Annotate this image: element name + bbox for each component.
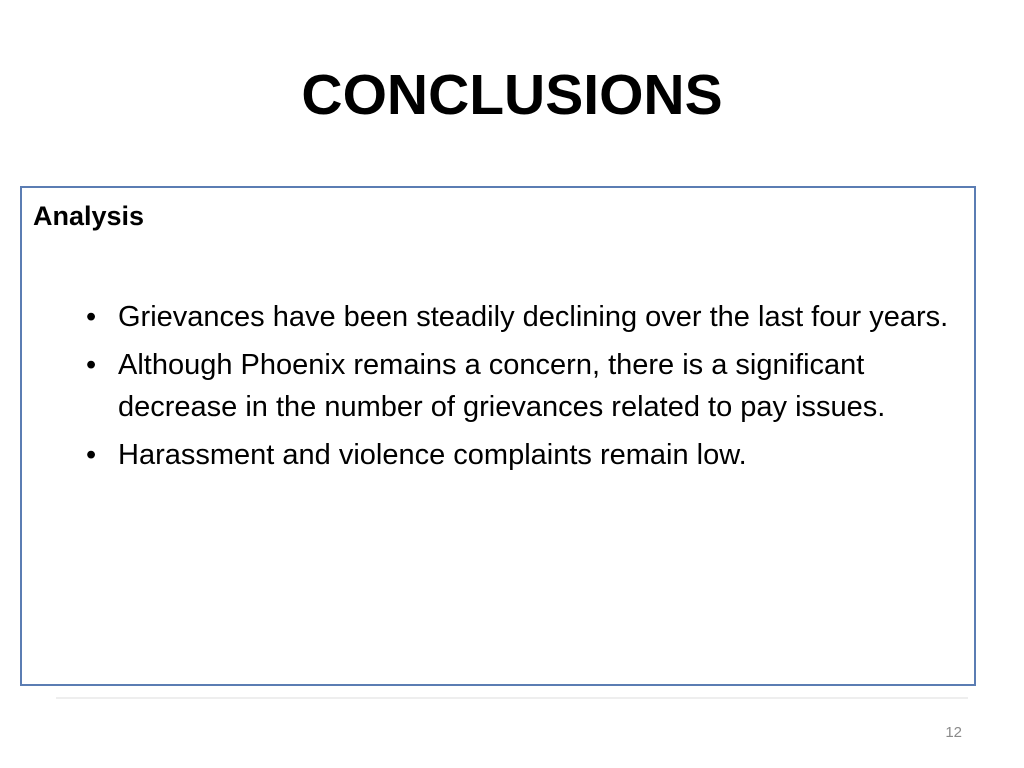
bullet-item: [82, 434, 962, 476]
bullet-text: Although Phoenix remains a concern, there is a significant decrease in the number of grievances related to pay issues.: [118, 349, 886, 423]
bullet-list: [82, 296, 962, 482]
bullet-icon: •: [86, 439, 97, 471]
bullet-item: [82, 344, 962, 428]
section-heading: Analysis: [33, 201, 145, 231]
bullet-text: Harassment and violence complaints remain low.: [118, 439, 747, 471]
bullet-icon: •: [86, 301, 97, 333]
bullet-item: [82, 296, 962, 338]
slide-number: 12: [945, 724, 962, 741]
bullet-text: Grievances have been steadily declining over the last four years.: [118, 301, 949, 333]
bullet-icon: •: [86, 349, 97, 381]
footer-divider: [56, 697, 968, 699]
content-box: [20, 186, 976, 686]
slide-title: CONCLUSIONS: [301, 63, 723, 127]
